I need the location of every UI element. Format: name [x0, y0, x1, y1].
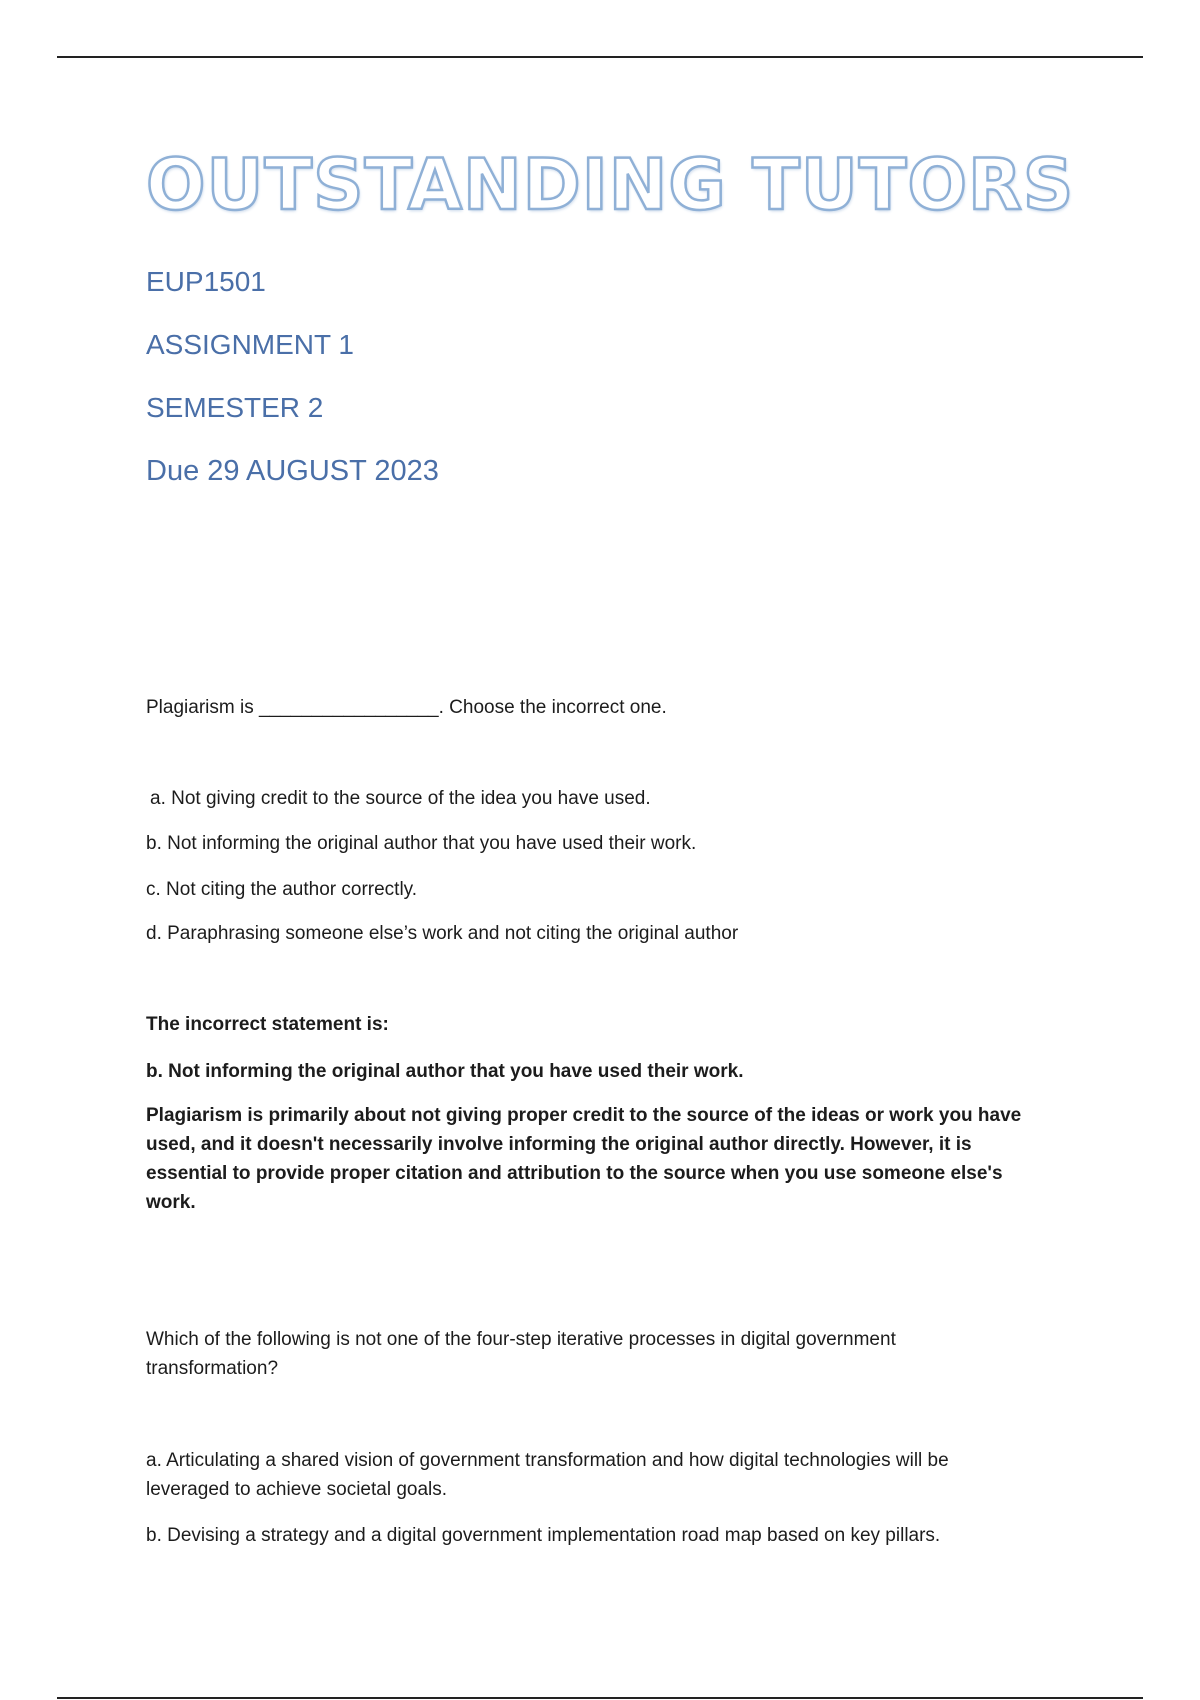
assignment-label: ASSIGNMENT 1 [146, 329, 354, 360]
question-2-option-b: b. Devising a strategy and a digital government implementation road map based on key pillars. [146, 1525, 941, 1546]
answer-heading: The incorrect statement is: [146, 1014, 389, 1035]
top-rule [57, 56, 1143, 58]
question-2-option-a: a. Articulating a shared vision of government transformation and how digital technologies will be leveraged to achieve societal goals. [146, 1450, 949, 1500]
answer-explanation: Plagiarism is primarily about not giving proper credit to the source of the ideas or work you have used, and it doesn't necessarily involve informing the original author directly. However, it is essential to provide proper citation and attribution to the source when you use someone else's work. [146, 1105, 1022, 1213]
course-code: EUP1501 [146, 266, 266, 297]
question-1-option-a: a. Not giving credit to the source of the idea you have used. [150, 788, 651, 809]
answer-option: b. Not informing the original author that you have used their work. [146, 1061, 744, 1082]
semester-label: SEMESTER 2 [146, 392, 324, 423]
bottom-rule [57, 1697, 1143, 1699]
question-1-option-d: d. Paraphrasing someone else’s work and not citing the original author [146, 923, 739, 944]
brand-title: OUTSTANDING TUTORS [146, 144, 1075, 226]
due-date: Due 29 AUGUST 2023 [146, 455, 439, 487]
question-1-option-c: c. Not citing the author correctly. [146, 879, 418, 900]
question-2-prompt: Which of the following is not one of the four-step iterative processes in digital government transformation? [146, 1329, 896, 1379]
question-1-prompt: Plagiarism is _________________. Choose the incorrect one. [146, 697, 667, 718]
question-1-option-b: b. Not informing the original author that you have used their work. [146, 833, 697, 854]
